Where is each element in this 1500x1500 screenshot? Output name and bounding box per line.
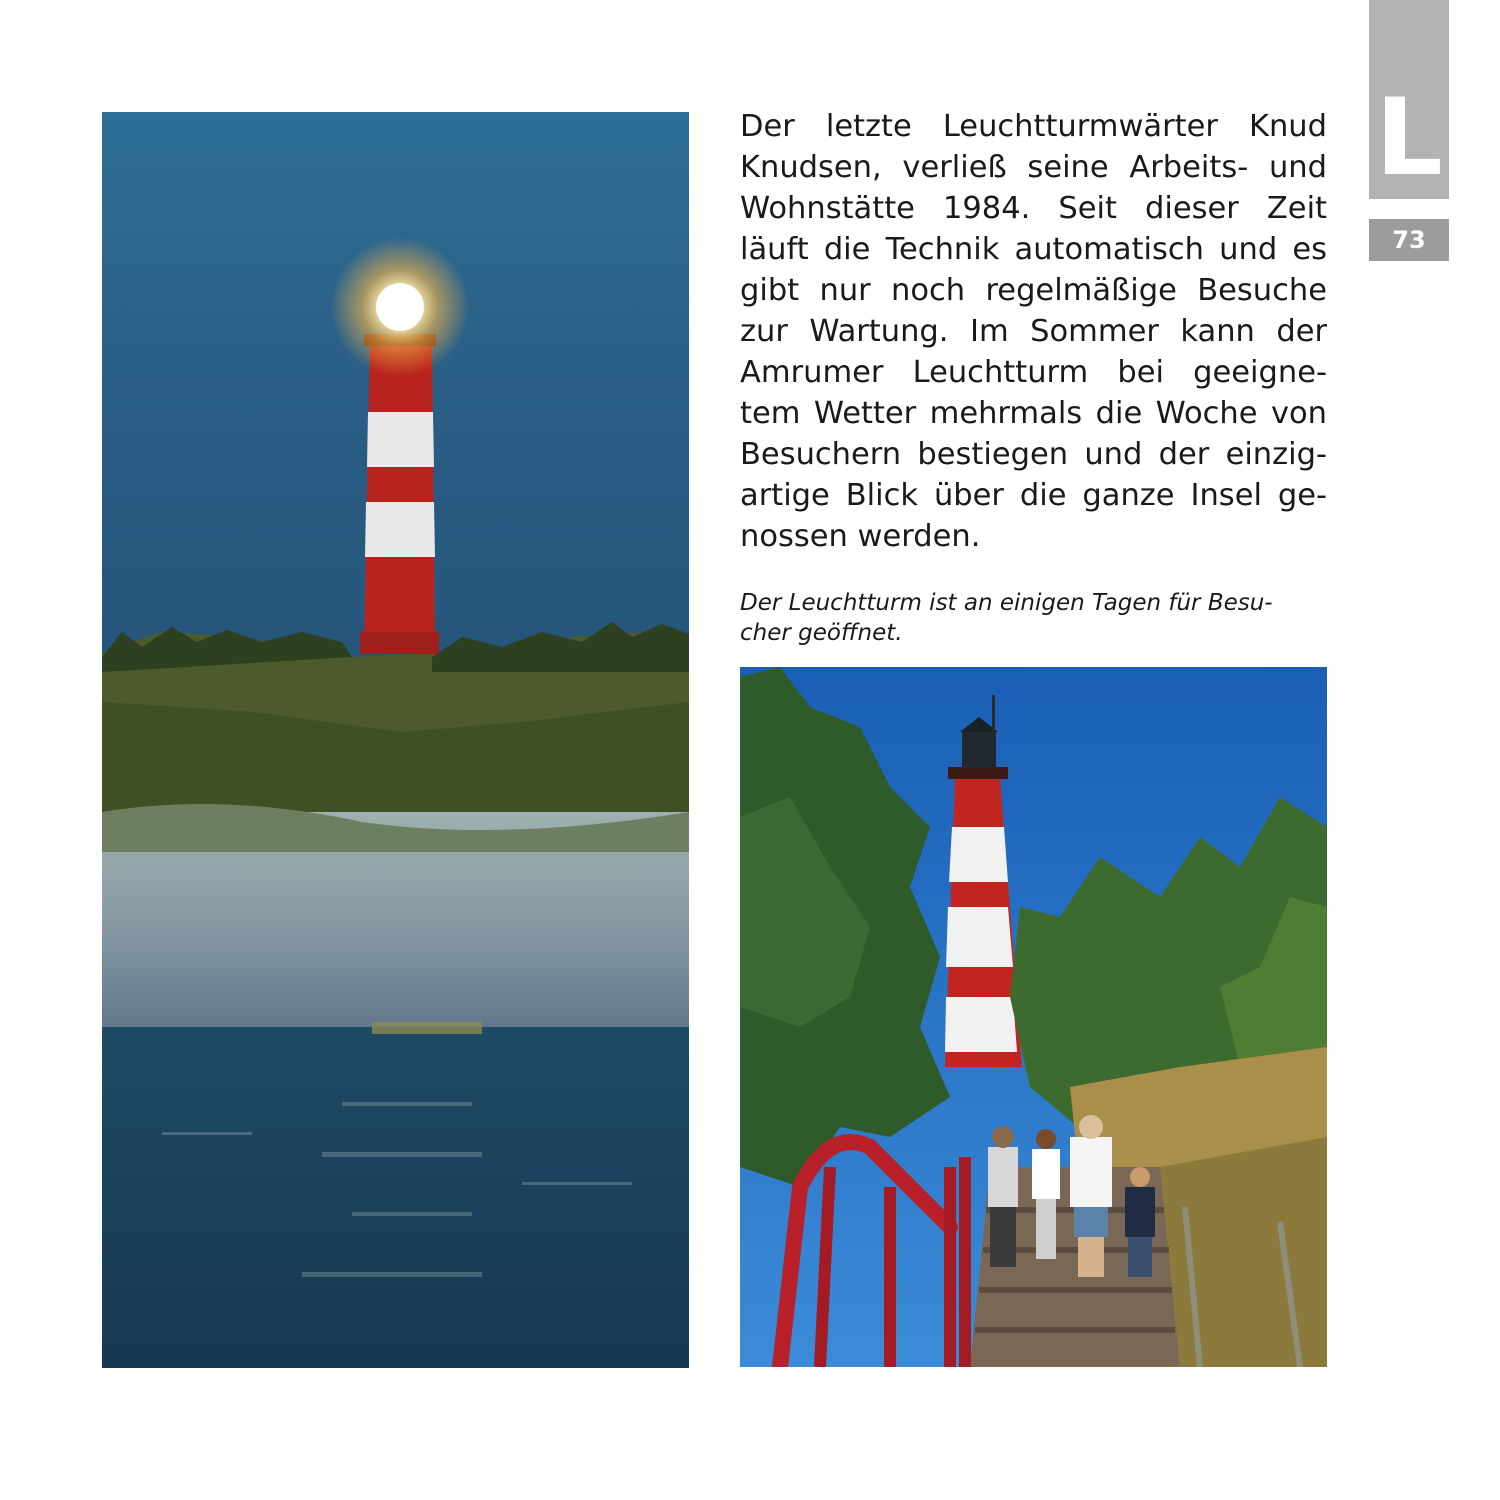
caption-line: Der Leuchtturm ist an einigen Tagen für Besu- <box>740 590 1273 616</box>
caption-line: cher geöffnet. <box>740 620 903 646</box>
body-line: nossen werden. <box>740 519 981 554</box>
day-lighthouse-photo <box>740 667 1327 1367</box>
photo-caption <box>740 588 1327 648</box>
chapter-letter: L <box>1375 76 1443 199</box>
body-line: gibt nur noch regelmäßige Besuche <box>740 273 1327 308</box>
chapter-tab <box>1369 0 1449 199</box>
body-line: Wohnstätte 1984. Seit dieser Zeit <box>740 191 1327 226</box>
body-paragraph <box>740 106 1327 557</box>
body-line: Besuchern bestiegen und der einzig- <box>740 437 1327 472</box>
body-line: läuft die Technik automatisch und es <box>740 232 1327 267</box>
body-line: Amrumer Leuchtturm bei geeigne- <box>740 355 1327 390</box>
body-line: zur Wartung. Im Sommer kann der <box>740 314 1327 349</box>
body-line: Der letzte Leuchtturmwärter Knud <box>740 109 1327 144</box>
page-number: 73 <box>1369 219 1449 261</box>
body-line: artige Blick über die ganze Insel ge- <box>740 478 1327 513</box>
body-line: tem Wetter mehrmals die Woche von <box>740 396 1327 431</box>
body-line: Knudsen, verließ seine Arbeits- und <box>740 150 1327 185</box>
night-lighthouse-photo <box>102 112 689 1368</box>
